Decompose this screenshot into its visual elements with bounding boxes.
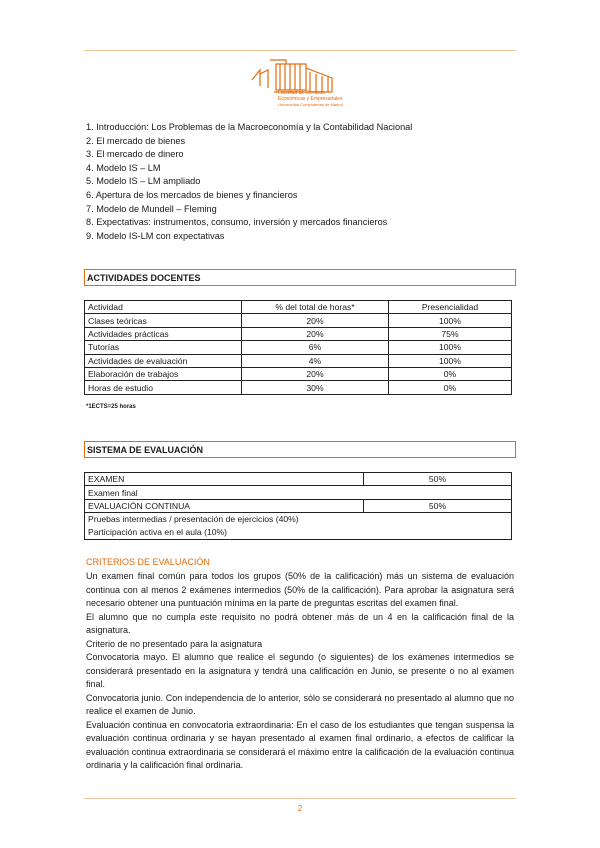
table-cell: 50% (364, 499, 512, 512)
table-cell: Tutorías (85, 341, 242, 354)
table-cell: 0% (389, 381, 512, 394)
table-row (85, 486, 512, 499)
paragraph: Convocatoria junio. Con independencia de lo anterior, sólo se considerará no presentado al alumno que no realice el examen de Junio. (86, 692, 514, 716)
table-row (85, 381, 512, 394)
paragraph: El alumno que no cumpla este requisito no podrá obtener más de un 4 en la calificación final de la asignatura. (86, 611, 514, 635)
table-row (85, 513, 512, 540)
table-cell: 20% (242, 327, 389, 340)
table-header-cell: Actividad (85, 301, 242, 314)
ects-note: *1ECTS=25 horas (86, 404, 136, 410)
table-cell: Actividades prácticas (85, 327, 242, 340)
list-item: 1. Introducción: Los Problemas de la Macroeconomía y la Contabilidad Nacional (86, 122, 413, 132)
activities-table (84, 300, 512, 395)
page-number: 2 (297, 804, 303, 813)
logo-text-2: Económicas y Empresariales (278, 96, 343, 102)
evaluation-table (84, 472, 512, 540)
activities-heading: ACTIVIDADES DOCENTES (84, 269, 516, 286)
paragraph: Evaluación continua en convocatoria extraordinaria: En el caso de los estudiantes que tengan suspensa la evaluación continua ordinaria y se hayan presentado al examen final ordinario, a efectos de calificar la evaluación continua extraordinaria se considerará el máximo entre la calificación de la evaluación continua ordinaria y la calificación final ordinaria. (86, 719, 514, 770)
list-item: 4. Modelo IS – LM (86, 162, 161, 173)
table-header-cell: % del total de horas* (242, 301, 389, 314)
table-cell: 100% (389, 341, 512, 354)
header-rule (84, 50, 516, 51)
table-row (85, 367, 512, 380)
list-item: 2. El mercado de bienes (86, 135, 186, 146)
evaluation-heading: SISTEMA DE EVALUACIÓN (84, 441, 516, 458)
table-cell: 4% (242, 354, 389, 367)
table-cell: Horas de estudio (85, 381, 242, 394)
continuous-item: Participación activa en el aula (10%) (88, 527, 228, 538)
continuous-item: Pruebas intermedias / presentación de ejercicios (40%) (88, 514, 299, 525)
criteria-text (86, 570, 514, 773)
footer-rule (84, 798, 516, 799)
table-row (85, 354, 512, 367)
paragraph: Convocatoria mayo. El alumno que realice el segundo (o siguientes) de los exámenes intermedios se considerará presentado en la asignatura y tendrá una calificación en Junio, se presente o no al examen final. (86, 652, 514, 689)
list-item: 6. Apertura de los mercados de bienes y financieros (86, 189, 298, 200)
table-cell: Elaboración de trabajos (85, 367, 242, 380)
table-cell (85, 513, 512, 540)
paragraph: Un examen final común para todos los grupos (50% de la calificación) más un sistema de evaluación continua con al menos 2 exámenes intermedios (50% de la calificación). Para aprobar la asignatura será necesario obtener una puntuación mínima en la parte de preguntas escritas del examen final. (86, 571, 514, 608)
table-row (85, 499, 512, 512)
table-row (85, 314, 512, 327)
table-cell: 6% (242, 341, 389, 354)
list-item: 3. El mercado de dinero (86, 149, 184, 160)
table-cell: Examen final (85, 486, 512, 499)
table-cell: EXAMEN (85, 473, 364, 486)
table-cell: 0% (389, 367, 512, 380)
list-item: 9. Modelo IS-LM con expectativas (86, 230, 225, 241)
table-cell: Actividades de evaluación (85, 354, 242, 367)
table-cell: EVALUACIÓN CONTINUA (85, 499, 364, 512)
table-cell: 50% (364, 473, 512, 486)
table-row (85, 473, 512, 486)
table-cell: 20% (242, 314, 389, 327)
contents-list (86, 121, 412, 243)
list-item: 5. Modelo IS – LM ampliado (86, 176, 201, 187)
list-item: 8. Expectativas: instrumentos, consumo, inversión y mercados financieros (86, 217, 388, 228)
table-cell: 30% (242, 381, 389, 394)
table-cell: 20% (242, 367, 389, 380)
table-cell: 100% (389, 354, 512, 367)
table-header-row (85, 301, 512, 314)
table-cell: Clases teóricas (85, 314, 242, 327)
paragraph: Criterio de no presentado para la asignatura (86, 638, 263, 649)
table-row (85, 341, 512, 354)
table-cell: 100% (389, 314, 512, 327)
criteria-title: CRITERIOS DE EVALUACIÓN (86, 557, 210, 567)
table-header-cell: Presencialidad (389, 301, 512, 314)
table-row (85, 327, 512, 340)
list-item: 7. Modelo de Mundell – Fleming (86, 203, 217, 214)
table-cell: 75% (389, 327, 512, 340)
logo-text-3: Universidad Complutense de Madrid (278, 102, 343, 107)
logo-text-1: Facultad de Ciencias (278, 90, 325, 96)
